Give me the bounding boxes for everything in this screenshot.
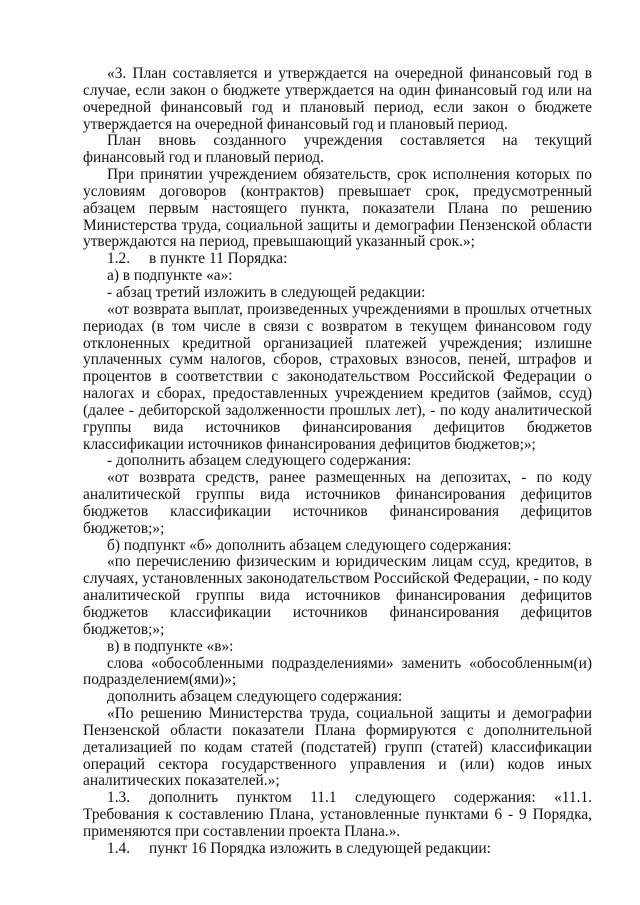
- paragraph-replace-words: слова «обособленными подразделениями» заменить «обособленным(и) подразделением(ями)»;: [83, 654, 592, 689]
- paragraph-plan-period: «3. План составляется и утверждается на очередной финансовый год в случае, если закон о бюджете утверждается на один финансовый год или на очередной финансовый год и плановый период, если закон о бюджете утверждается на очередной финансовый год и плановый период.: [83, 65, 592, 133]
- paragraph-subpoint-b: б) подпункт «б» дополнить абзацем следующего содержания:: [107, 536, 512, 554]
- paragraph-add-abzac-2: дополнить абзацем следующего содержания:: [107, 688, 403, 706]
- paragraph-third-abzac: - абзац третий изложить в следующей редакции:: [107, 283, 426, 301]
- item-1-3: [83, 790, 592, 841]
- item-number: 1.3.: [107, 789, 131, 807]
- item-text: дополнить пунктом 11.1 следующего содержания: «11.1. Требования к составлению Плана, установленные пунктами 6 - 9 Порядка, применяются при составлении проекта Плана.».: [83, 789, 592, 840]
- paragraph-add-abzac-1: - дополнить абзацем следующего содержания:: [107, 452, 412, 470]
- item-number: 1.4.: [107, 839, 131, 857]
- paragraph-loans: «по перечислению физическим и юридическим лицам ссуд, кредитов, в случаях, установленных законодательством Российской Федерации, - по коду аналитической группы вида источников финансирования дефицитов бюджетов классификации источников финансирования дефицитов бюджетов;»;: [83, 553, 592, 638]
- paragraph-new-institution: План вновь созданного учреждения составляется на текущий финансовый год и плановый период.: [83, 132, 592, 167]
- paragraph-return-payments: «от возврата выплат, произведенных учреждениями в прошлых отчетных периодах (в том числе в связи с возвратом в текущем финансовом году отклоненных кредитной организацией платежей учреждения; излишне уплаченных сумм налогов, сборов, страховых взносов, пеней, штрафов и процентов в соответствии с законодательством Российской Федерации о налогах и сборах, предоставленных учреждением кредитов (займов, ссуд) (далее - дебиторской задолженности прошлых лет), - по коду аналитической группы вида источников финансирования дефицитов бюджетов классификации источников финансирования дефицитов бюджетов;»;: [83, 300, 592, 453]
- paragraph-subpoint-a: а) в подпункте «а»:: [107, 267, 233, 285]
- paragraph-obligations: При принятии учреждением обязательств, срок исполнения которых по условиям договоров (контрактов) превышает срок, предусмотренный абзацем первым настоящего пункта, показатели Плана по решению Министерства труда, социальной защиты и демографии Пензенской области утверждаются на период, превышающий указанный срок.»;: [83, 166, 592, 251]
- paragraph-ministry-decision: «По решению Министерства труда, социальной защиты и демографии Пензенской области показатели Плана формируются с дополнительной детализацией по кодам статей (подстатей) групп (статей) классификации операций сектора государственного управления и (или) кодов иных аналитических показателей.»;: [83, 705, 592, 790]
- item-text: в пункте 11 Порядка:: [149, 250, 288, 268]
- paragraph-deposits: «от возврата средств, ранее размещенных на депозитах, - по коду аналитической группы вида источников финансирования дефицитов бюджетов классификации источников финансирования дефицитов бюджетов;»;: [83, 469, 592, 537]
- item-text: пункт 16 Порядка изложить в следующей редакции:: [149, 839, 491, 857]
- item-1-2: [83, 251, 592, 268]
- paragraph-subpoint-v: в) в подпункте «в»:: [107, 637, 234, 655]
- item-number: 1.2.: [107, 250, 131, 268]
- document-page: [83, 66, 592, 858]
- item-1-4: [83, 841, 592, 858]
